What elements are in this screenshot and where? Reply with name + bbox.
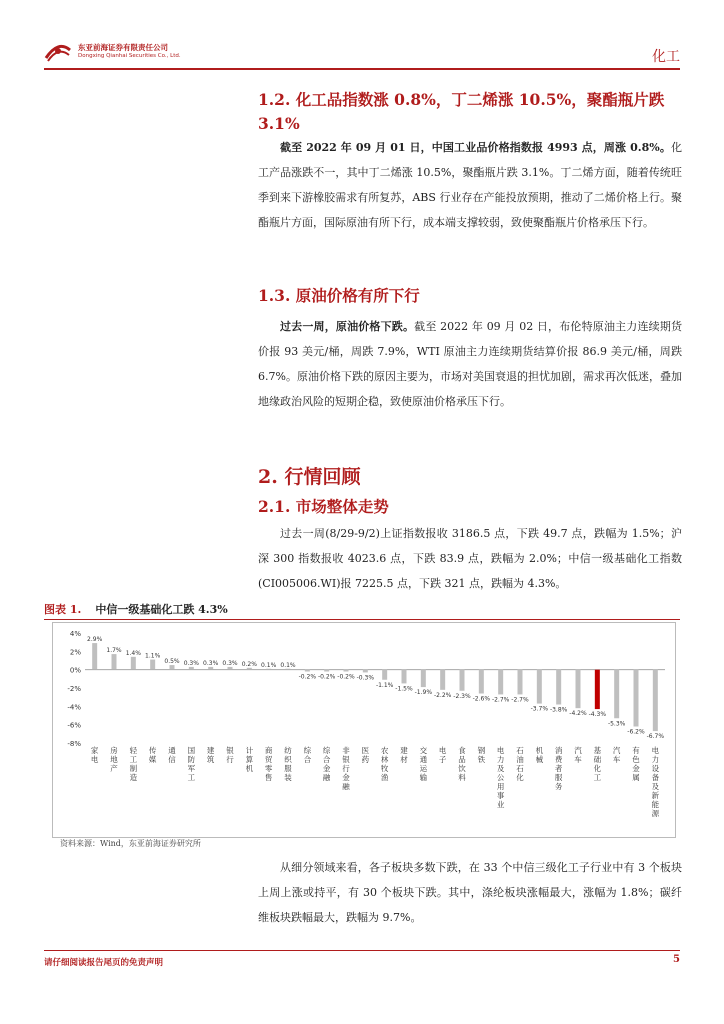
x-category-label: 房 (110, 746, 118, 755)
x-category-label: 轻 (129, 746, 138, 755)
company-name-cn: 东亚前海证券有限责任公司 (78, 43, 168, 52)
section-1-2-body: 化工产品涨跌不一，其中丁二烯涨 10.5%，聚酯瓶片跌 3.1%。丁二烯方面，随着传统旺季到来下游橡胶需求有所复苏，ABS 行业存在产能投放预期，推动了二烯价格上行。聚酯瓶片方面，国际原油有所下行，成本端支撑较弱，致使聚酯瓶片价格承压下行。 (258, 141, 682, 229)
data-label: -0.2% (298, 673, 317, 681)
chart-container (52, 622, 676, 838)
bar (634, 670, 639, 727)
x-category-label: 军 (187, 764, 196, 773)
x-category-label: 制 (129, 764, 138, 773)
data-label: 0.1% (280, 661, 296, 669)
data-label: 0.3% (222, 659, 238, 667)
data-label: 2.9% (87, 636, 103, 644)
section-1-3-body: 截至 2022 年 09 月 02 日，布伦特原油主力连续期货价报 93 美元/桶，周跌 7.9%，WTI 原油主力连续期货结算价报 86.9 美元/桶，周跌 6.7%。原油价格下跌的原因主要为，市场对美国衰退的担忧加剧，需求再次低迷，叠加地缘政治风险的短期企稳，致使原油价格承压下行。 (258, 320, 683, 408)
x-category-label: 交 (419, 746, 428, 755)
x-category-label: 车 (612, 755, 621, 764)
x-category-label: 机 (535, 746, 544, 755)
section-1-3-lead: 过去一周，原油价格下跌。 (280, 320, 415, 333)
x-category-label: 及 (651, 782, 660, 791)
data-label: -1.5% (395, 685, 413, 693)
y-tick-label: -4% (67, 703, 81, 712)
y-tick-label: -2% (67, 685, 81, 693)
x-category-label: 新 (651, 791, 660, 800)
x-category-label: 行 (226, 755, 234, 764)
bar (440, 670, 445, 690)
bar (92, 643, 97, 670)
y-tick-label: -6% (67, 721, 81, 730)
x-category-label: 能 (651, 800, 660, 809)
x-category-label: 商 (264, 746, 273, 755)
x-category-label: 算 (245, 755, 254, 764)
x-category-label: 工 (593, 773, 602, 782)
figure-source: 资料来源：Wind，东亚前海证券研究所 (60, 839, 201, 848)
data-label: -1.9% (414, 689, 433, 697)
x-category-label: 纺 (284, 746, 292, 755)
x-category-label: 设 (651, 764, 660, 773)
x-category-label: 防 (187, 755, 196, 764)
x-category-label: 融 (322, 773, 331, 782)
bar (421, 670, 426, 687)
bar (131, 657, 136, 670)
bar (363, 670, 368, 673)
x-category-label: 综 (322, 746, 331, 755)
data-label: 1.1% (145, 652, 161, 660)
x-category-label: 合 (303, 755, 312, 764)
data-label: -0.3% (356, 674, 375, 682)
x-category-label: 工 (129, 755, 138, 764)
x-category-label: 属 (632, 773, 640, 782)
bar (324, 670, 329, 672)
y-tick-label: 2% (69, 648, 81, 657)
x-category-label: 电 (496, 746, 505, 755)
x-category-label: 合 (322, 755, 331, 764)
x-category-label: 零 (264, 764, 273, 773)
x-category-label: 渔 (380, 773, 389, 782)
section-1-2-lead: 截至 2022 年 09 月 01 日，中国工业品价格指数报 4993 点，周涨 0.8%。 (280, 141, 671, 154)
x-category-label: 有 (632, 746, 640, 755)
after-chart-paragraph: 从细分领域来看，各子板块多数下跌，在 33 个中信三级化工子行业中有 3 个板块上周上涨或持平，有 30 个板块下跌。其中，涤纶板块涨幅最大，涨幅为 1.8%；碳纤维板块跌幅最大，跌幅为 9.7%。 (258, 861, 682, 924)
x-category-label: 织 (284, 755, 292, 764)
industry-tag: 化工 (652, 49, 680, 65)
page-number: 5 (673, 954, 680, 965)
x-category-label: 地 (110, 755, 118, 764)
x-category-label: 信 (168, 755, 176, 764)
x-category-label: 非 (342, 746, 350, 755)
section-2-1-title: 2.1. 市场整体走势 (258, 497, 389, 516)
bar (479, 670, 484, 694)
x-category-label: 力 (651, 755, 660, 764)
bar (170, 665, 175, 670)
x-category-label: 械 (535, 755, 544, 764)
x-category-label: 汽 (574, 746, 582, 755)
figure-title (44, 601, 228, 617)
x-category-label: 车 (574, 755, 582, 764)
bar (112, 654, 117, 670)
x-category-label: 者 (554, 764, 563, 773)
x-category-label: 子 (438, 755, 447, 764)
x-category-label: 国 (187, 746, 196, 755)
x-category-label: 媒 (148, 755, 157, 764)
x-category-label: 运 (419, 764, 428, 773)
x-category-label: 汽 (612, 746, 621, 755)
footer-divider (44, 950, 680, 951)
y-tick-label: 0% (69, 666, 81, 675)
x-category-label: 源 (651, 809, 660, 818)
x-category-label: 行 (342, 764, 350, 773)
bar (402, 670, 407, 684)
footer-disclaimer: 请仔细阅读报告尾页的免责声明 (44, 958, 164, 968)
bar (305, 670, 310, 672)
figure-caption: 中信一级基础化工跌 4.3% (95, 603, 228, 616)
x-category-label: 色 (632, 755, 640, 764)
figure-number: 图表 1. (44, 603, 82, 616)
x-category-label: 银 (342, 755, 350, 764)
data-label: -6.2% (627, 728, 645, 736)
bar (266, 669, 271, 670)
data-label: -2.2% (433, 691, 452, 699)
x-category-label: 产 (110, 764, 118, 773)
bar (518, 670, 523, 695)
section-1-3-title: 1.3. 原油价格有所下行 (258, 286, 420, 305)
x-category-label: 石 (516, 746, 524, 755)
x-category-label: 公 (496, 773, 505, 782)
figure-divider (44, 619, 680, 620)
x-category-label: 事 (496, 791, 505, 800)
page-header (44, 38, 680, 68)
x-category-label: 通 (419, 755, 428, 764)
x-category-label: 钢 (477, 746, 486, 755)
data-label: -1.1% (375, 681, 394, 689)
x-category-label: 林 (380, 755, 389, 764)
data-label: 1.7% (106, 647, 122, 655)
data-label: -2.7% (491, 696, 510, 704)
x-category-label: 通 (168, 746, 176, 755)
x-category-label: 造 (129, 773, 138, 782)
x-category-label: 综 (303, 746, 312, 755)
x-category-label: 医 (361, 746, 370, 755)
bar (189, 667, 194, 670)
x-category-label: 传 (148, 746, 157, 755)
data-label: -6.7% (646, 733, 665, 741)
section-2-title: 2. 行情回顾 (258, 466, 361, 488)
x-category-label: 售 (264, 773, 273, 782)
data-label: 0.1% (261, 661, 277, 669)
x-category-label: 化 (516, 773, 524, 782)
bar (614, 670, 619, 719)
bar (576, 670, 581, 709)
data-label: -0.2% (337, 673, 355, 681)
bar (498, 670, 503, 695)
data-label: -3.8% (549, 706, 568, 714)
data-label: -4.2% (569, 710, 587, 718)
x-category-label: 备 (651, 773, 660, 782)
data-label: 0.3% (203, 659, 219, 667)
x-category-label: 电 (438, 746, 447, 755)
x-category-label: 品 (458, 755, 466, 764)
bar (382, 670, 387, 680)
data-label: 0.5% (164, 658, 180, 666)
x-category-label: 建 (400, 746, 408, 755)
data-label: 0.2% (241, 660, 257, 668)
data-label: -2.7% (511, 696, 529, 704)
bar (537, 670, 542, 704)
x-category-label: 饮 (458, 764, 466, 773)
x-category-label: 力 (496, 755, 505, 764)
x-category-label: 建 (206, 746, 215, 755)
x-category-label: 础 (593, 755, 602, 764)
y-tick-label: 4% (69, 630, 81, 638)
bar (556, 670, 561, 705)
bar-chart (53, 623, 675, 837)
x-category-label: 消 (554, 746, 563, 755)
data-label: 0.3% (183, 659, 199, 667)
x-category-label: 及 (496, 764, 505, 773)
company-name-en: Dongxing Qianhai Securities Co., Ltd. (78, 53, 181, 59)
x-category-label: 费 (554, 755, 563, 764)
data-label: -4.3% (588, 711, 607, 719)
bar (595, 670, 600, 709)
x-category-label: 银 (226, 746, 234, 755)
x-category-label: 化 (593, 764, 602, 773)
x-category-label: 融 (342, 782, 350, 791)
x-category-label: 药 (361, 755, 370, 764)
bar (208, 667, 213, 670)
x-category-label: 基 (593, 746, 602, 755)
x-category-label: 油 (516, 755, 524, 764)
x-category-label: 服 (554, 773, 563, 782)
x-category-label: 金 (342, 773, 350, 782)
x-category-label: 业 (496, 800, 505, 809)
bar (344, 670, 349, 672)
section-1-2-title: 1.2. 化工品指数涨 0.8%，丁二烯涨 10.5%，聚酯瓶片跌 3.1% (258, 90, 665, 133)
header-divider (44, 68, 680, 70)
section-1-2-paragraph (258, 135, 682, 235)
x-category-label: 家 (90, 746, 99, 755)
x-category-label: 牧 (380, 764, 389, 773)
x-category-label: 输 (419, 773, 428, 782)
data-label: -5.3% (607, 720, 626, 728)
company-logo-icon (44, 38, 72, 64)
x-category-label: 铁 (477, 755, 486, 764)
y-tick-label: -8% (67, 740, 81, 748)
x-category-label: 农 (380, 746, 389, 755)
bar (247, 668, 252, 670)
x-category-label: 电 (651, 746, 660, 755)
data-label: -3.7% (530, 705, 549, 713)
bar (653, 670, 658, 731)
x-category-label: 服 (284, 764, 292, 773)
section-1-3-paragraph (258, 314, 682, 414)
x-category-label: 石 (516, 764, 524, 773)
x-category-label: 料 (458, 773, 466, 782)
x-category-label: 装 (284, 773, 292, 782)
data-label: -2.6% (472, 695, 491, 703)
bar (286, 669, 291, 670)
x-category-label: 机 (245, 764, 254, 773)
x-category-label: 务 (554, 782, 563, 791)
x-category-label: 金 (322, 764, 331, 773)
data-label: 1.4% (125, 649, 141, 657)
x-category-label: 贸 (264, 755, 273, 764)
x-category-label: 筑 (206, 755, 215, 764)
x-category-label: 材 (400, 755, 408, 764)
x-category-label: 计 (245, 746, 254, 755)
x-category-label: 用 (496, 782, 505, 791)
bar (228, 667, 233, 670)
x-category-label: 电 (90, 755, 99, 764)
data-label: -0.2% (317, 673, 336, 681)
section-2-1-paragraph: 过去一周(8/29-9/2)上证指数报收 3186.5 点，下跌 49.7 点，跌幅为 1.5%；沪深 300 指数报收 4023.6 点，下跌 83.9 点，跌幅为 2.0%；中信一级基础化工指数(CI005006.WI)报 7225.5 点，下跌 321 点，跌幅为 4.3%。 (258, 527, 682, 590)
data-label: -2.3% (453, 692, 471, 700)
x-category-label: 工 (187, 773, 196, 782)
x-category-label: 食 (458, 746, 466, 755)
bar (460, 670, 465, 691)
x-category-label: 金 (632, 764, 640, 773)
bar (150, 660, 155, 670)
